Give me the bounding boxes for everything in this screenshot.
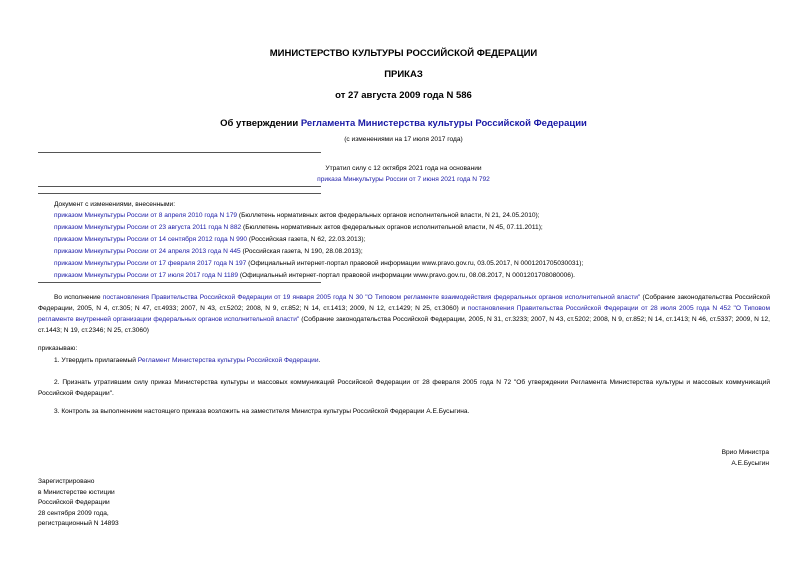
changes-intro: Документ с изменениями, внесенными: xyxy=(54,201,176,208)
divider xyxy=(38,282,321,283)
regulation-link[interactable]: Регламент Министерства культуры Российской Федерации xyxy=(137,357,319,364)
point-3: 3. Контроль за выполнением настоящего приказа возложить на заместителя Министра культуры Российской Федерации А.Е.Бусыгина. xyxy=(54,408,470,415)
change-item xyxy=(54,222,543,234)
void-note-link[interactable]: приказа Минкультуры России от 7 июня 2021 года N 792 xyxy=(317,176,490,183)
divider xyxy=(38,186,321,187)
preamble-text: Во исполнение xyxy=(54,294,103,301)
point-2: 2. Признать утратившим силу приказ Министерства культуры и массовых коммуникаций Российской Федерации от 28 февраля 2005 года N 72 "Об утверждении Регламента Министерства культуры и массовых коммуникаций Российской Федерации". xyxy=(38,379,770,397)
signer-name: А.Е.Бусыгин xyxy=(731,460,769,467)
amended-note: (с изменениями на 17 июля 2017 года) xyxy=(344,136,463,143)
preamble-text: (Собрание законодательства Российской Федерации, 2005, N 31, ст.3233; 2007, N 43, ст.5202; 2008, N 9, ст.852; N 14, ст.1413; N 46, ст.5337; 2009, N 12, ст.1443; N 19, ст.2346; N 25, ст.3060) xyxy=(38,316,770,334)
registration-line: 28 сентября 2009 года, xyxy=(38,509,109,517)
title-regulation-link[interactable]: Регламента Министерства культуры Российской Федерации xyxy=(300,118,587,129)
change-item xyxy=(54,270,575,282)
change-link[interactable]: приказом Минкультуры России от 24 апреля 2013 года N 445 xyxy=(54,248,241,255)
change-source: (Бюллетень нормативных актов федеральных органов исполнительной власти, N 21, 24.05.2010); xyxy=(237,212,540,219)
signer-position: Врио Министра xyxy=(721,449,769,456)
change-source: (Российская газета, N 62, 22.03.2013); xyxy=(247,236,366,243)
registration-line: Зарегистрировано xyxy=(38,478,95,485)
change-item xyxy=(54,234,365,246)
change-source: (Бюллетень нормативных актов федеральных органов исполнительной власти, N 45, 07.11.2011); xyxy=(241,224,543,231)
document-title xyxy=(0,118,807,129)
change-link[interactable]: приказом Минкультуры России от 17 февраля 2017 года N 197 xyxy=(54,260,247,267)
preamble-paragraph xyxy=(38,292,770,336)
change-source: (Официальный интернет-портал правовой информации www.pravo.gov.ru, 08.08.2017, N 0001201708080006). xyxy=(238,272,575,279)
change-link[interactable]: приказом Минкультуры России от 14 сентября 2012 года N 990 xyxy=(54,236,248,243)
registration-line: в Министерстве юстиции xyxy=(38,488,115,496)
change-item xyxy=(54,258,583,270)
preamble-text: (Собрание законодательства Российской Федерации, 2005, N 4, ст.305; N 47, ст.4933; 2007, N 43, ст.5202; 2008, N 9, ст.852; N 14, ст.1413; 2009, N 12, ст.1429; N 25, ст.3060) и xyxy=(38,294,770,312)
point-1-text: 1. Утвердить прилагаемый xyxy=(54,357,138,364)
change-item xyxy=(54,246,363,258)
order-word: приказываю: xyxy=(38,345,78,352)
registration-line: регистрационный N 14893 xyxy=(38,520,119,527)
doc-type-heading: ПРИКАЗ xyxy=(384,69,423,80)
change-link[interactable]: приказом Минкультуры России от 8 апреля 2010 года N 179 xyxy=(54,212,238,219)
divider xyxy=(38,193,321,194)
point-1 xyxy=(54,355,320,367)
date-number-heading: от 27 августа 2009 года N 586 xyxy=(335,90,472,101)
signature-block xyxy=(722,447,769,469)
registration-block xyxy=(38,477,119,530)
decree-30-link[interactable]: постановления Правительства Российской Федерации от 19 января 2005 года N 30 "О Типовом регламенте взаимодействия федеральных органов исполнительной власти" xyxy=(102,294,641,301)
ministry-heading: МИНИСТЕРСТВО КУЛЬТУРЫ РОССИЙСКОЙ ФЕДЕРАЦИИ xyxy=(269,48,538,59)
title-prefix: Об утверждении xyxy=(220,118,301,129)
change-source: (Российская газета, N 190, 28.08.2013); xyxy=(240,248,363,255)
change-item xyxy=(54,210,540,222)
registration-line: Российской Федерации xyxy=(38,499,110,506)
change-source: (Официальный интернет-портал правовой информации www.pravo.gov.ru, 03.05.2017, N 0001201705030031); xyxy=(246,260,584,267)
change-link[interactable]: приказом Минкультуры России от 17 июля 2017 года N 1189 xyxy=(54,272,239,279)
decree-452-link[interactable]: постановления Правительства Российской Федерации от 28 июля 2005 года N 452 "О Типовом регламенте внутренней организации федеральных органов исполнительной власти" xyxy=(38,305,770,323)
divider xyxy=(38,152,321,153)
void-note-line: Утратил силу с 12 октября 2021 года на основании xyxy=(325,165,482,172)
change-link[interactable]: приказом Минкультуры России от 23 августа 2011 года N 882 xyxy=(54,224,242,231)
point-1-end: . xyxy=(318,357,321,364)
